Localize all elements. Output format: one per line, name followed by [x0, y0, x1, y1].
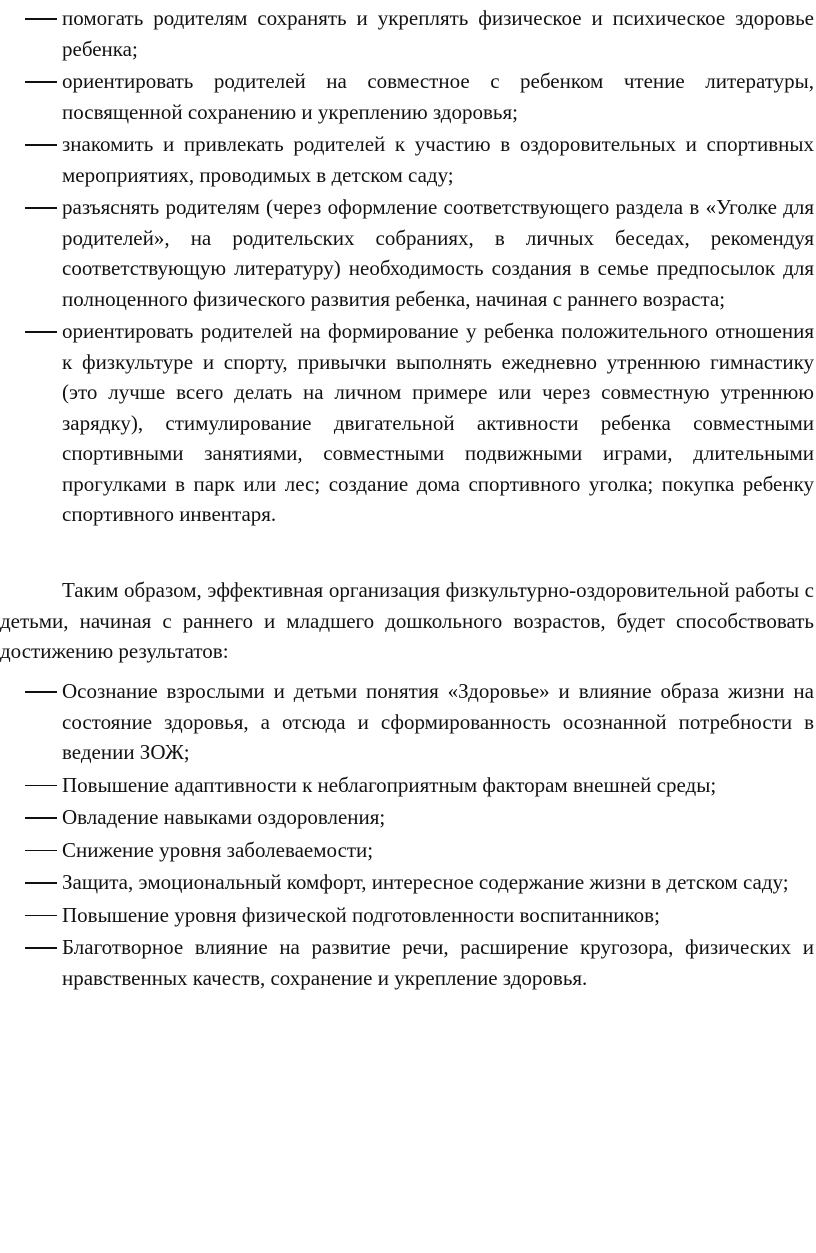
list-item: [0, 900, 816, 931]
dash-bullet: [25, 947, 57, 949]
list-item: [0, 770, 816, 801]
list-item-text: Осознание взрослыми и детьми понятия «Здоровье» и влияние образа жизни на состояние здоровья, а отсюда и сформированность осознанной потребности в ведении ЗОЖ;: [62, 679, 814, 764]
list-item-text: Повышение уровня физической подготовленности воспитанников;: [62, 902, 660, 927]
parent-work-list: [0, 3, 816, 532]
dash-bullet: [25, 207, 57, 209]
list-item: [0, 802, 816, 833]
conclusion-paragraph: Таким образом, эффективная организация физкультурно-оздоровительной работы с детьми, начиная с раннего и младшего дошкольного возрастов, будет способствовать достижению результатов:: [0, 578, 814, 663]
list-item-text: разъяснять родителям (через оформление соответствующего раздела в «Уголке для родителей», на родительских собраниях, в личных беседах, рекомендуя соответствующую литературу) необходимость создания в семье предпосылок для полноценного физического развития ребенка, начиная с раннего возраста;: [62, 195, 814, 311]
list-item: [0, 932, 816, 993]
dash-bullet: [25, 18, 57, 20]
results-list: [0, 676, 816, 995]
list-item: [0, 676, 816, 768]
dash-bullet: [25, 785, 57, 787]
list-item-text: знакомить и привлекать родителей к участию в оздоровительных и спортивных мероприятиях, проводимых в детском саду;: [62, 132, 814, 187]
list-item: [0, 316, 816, 530]
list-item: [0, 192, 816, 314]
list-item-text: ориентировать родителей на совместное с ребенком чтение литературы, посвященной сохранению и укреплению здоровья;: [62, 69, 814, 124]
list-item: [0, 835, 816, 866]
list-item-text: Овладение навыками оздоровления;: [62, 805, 386, 829]
list-item-text: Повышение адаптивности к неблагоприятным факторам внешней среды;: [62, 772, 717, 797]
dash-bullet: [25, 850, 57, 852]
dash-bullet: [25, 144, 57, 146]
list-item-text: Защита, эмоциональный комфорт, интересное содержание жизни в детском саду;: [62, 870, 789, 894]
dash-bullet: [25, 691, 57, 693]
dash-bullet: [25, 331, 57, 333]
dash-bullet: [25, 882, 57, 884]
list-item: [0, 3, 816, 64]
dash-bullet: [25, 817, 57, 819]
list-item-text: ориентировать родителей на формирование у ребенка положительного отношения к физкультуре и спорту, привычки выполнять ежедневно утреннюю гимнастику (это лучше всего делать на личном примере или через совместную утреннюю зарядку), стимулирование двигательной активности ребенка совместными спортивными занятиями, совместными подвижными играми, длительными прогулками в парк или лес; создание дома спортивного уголка; покупка ребенку спортивного инвентаря.: [62, 319, 814, 526]
list-item-text: Снижение уровня заболеваемости;: [62, 837, 374, 862]
dash-bullet: [25, 81, 57, 83]
list-item-text: Благотворное влияние на развитие речи, расширение кругозора, физических и нравственных качеств, сохранение и укрепление здоровья.: [62, 935, 814, 990]
dash-bullet: [25, 915, 57, 917]
list-item: [0, 66, 816, 127]
list-item: [0, 129, 816, 190]
list-item-text: помогать родителям сохранять и укреплять физическое и психическое здоровье ребенка;: [62, 6, 814, 61]
list-item: [0, 867, 816, 898]
